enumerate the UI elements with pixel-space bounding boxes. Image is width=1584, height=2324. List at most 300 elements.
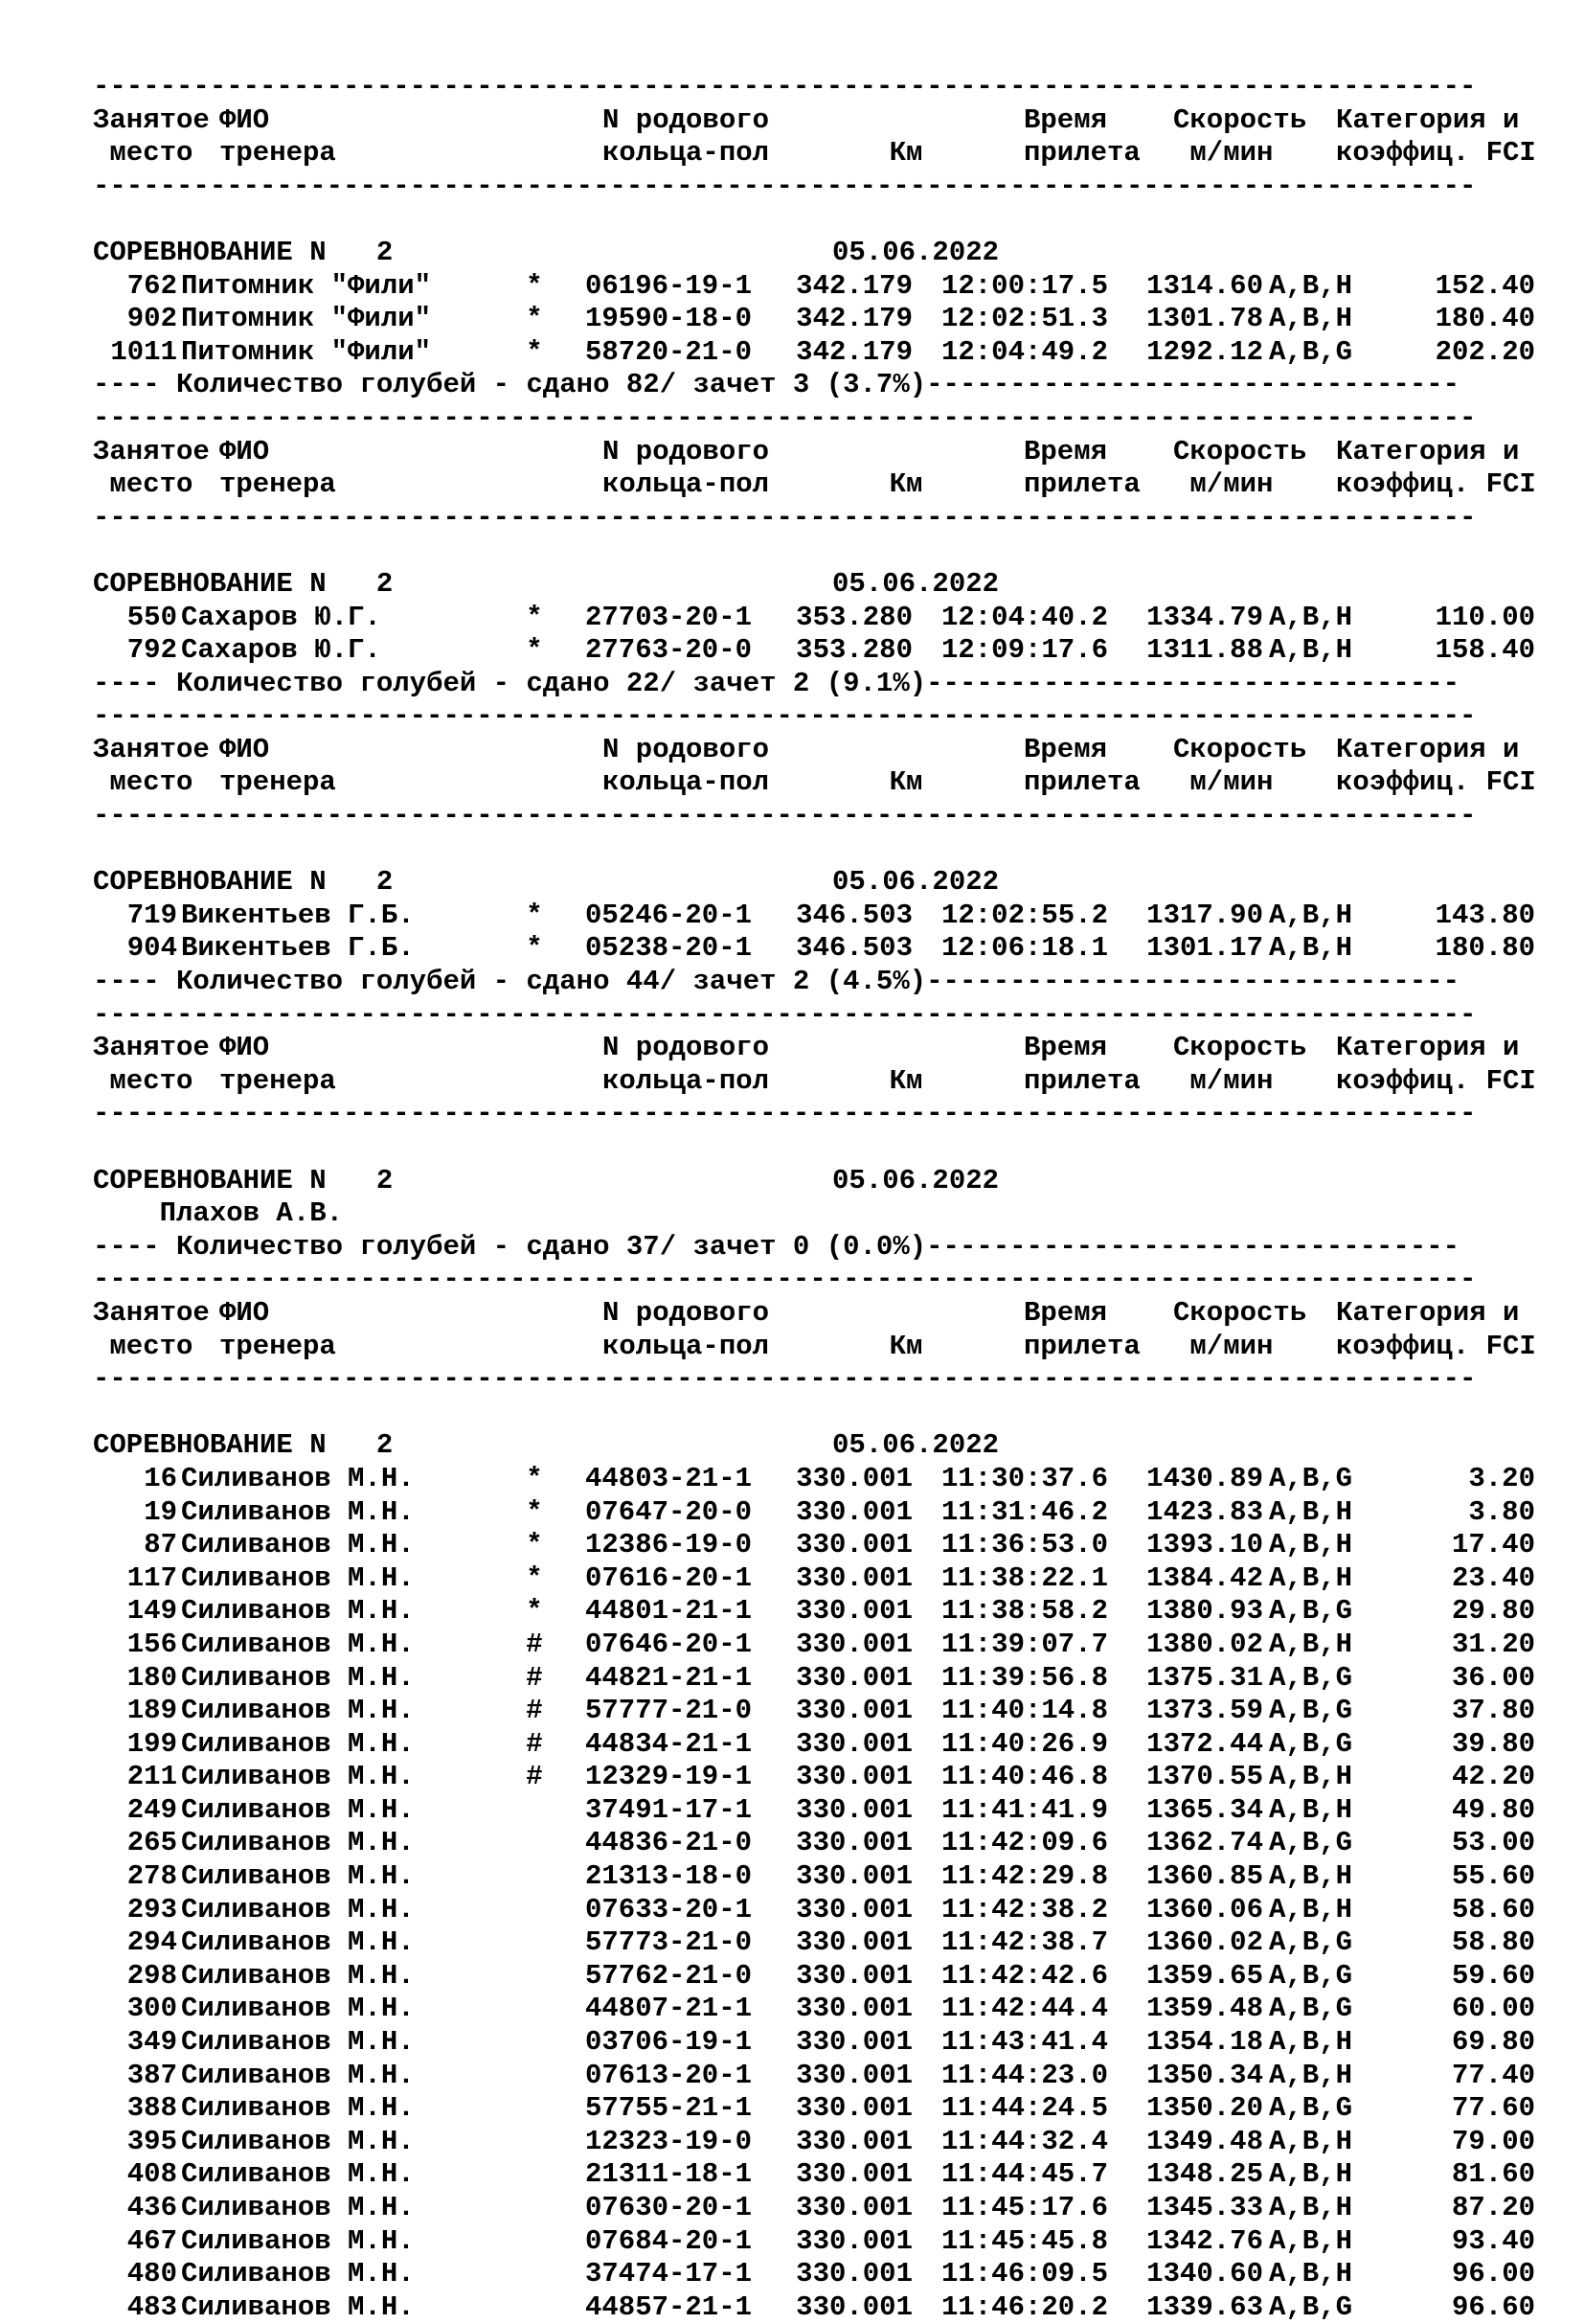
place: 265 bbox=[126, 1827, 177, 1859]
header-place: Занятое bbox=[93, 733, 210, 765]
distance-km: 330.001 bbox=[796, 2258, 913, 2290]
header-name: ФИО bbox=[219, 435, 270, 467]
mark: # bbox=[526, 1661, 543, 1694]
header-time: Время bbox=[1024, 1032, 1108, 1064]
speed: 1334.79 bbox=[1146, 601, 1263, 633]
result-row bbox=[93, 1463, 1539, 1496]
header-ring: N родового bbox=[602, 1296, 770, 1329]
fci-coefficient: 110.00 bbox=[1435, 601, 1535, 633]
arrival-time: 11:39:07.7 bbox=[940, 1628, 1108, 1660]
trainer-name: Силиванов М.Н. bbox=[181, 1628, 415, 1660]
header-time: Время bbox=[1024, 103, 1108, 136]
header-ring: N родового bbox=[602, 103, 770, 136]
separator-line: ----------------------------------------------------------------------------------- bbox=[93, 1098, 1477, 1130]
ring-number: 44836-21-0 bbox=[584, 1827, 753, 1859]
ring-number: 44821-21-1 bbox=[584, 1661, 753, 1694]
result-row bbox=[93, 1894, 1539, 1927]
trainer-name: Силиванов М.Н. bbox=[181, 2092, 415, 2125]
distance-km: 346.503 bbox=[796, 899, 913, 931]
competition-line bbox=[93, 866, 1539, 900]
distance-km: 342.179 bbox=[796, 303, 913, 335]
speed: 1393.10 bbox=[1146, 1529, 1263, 1561]
header-name: ФИО bbox=[219, 733, 270, 765]
result-row bbox=[93, 1695, 1539, 1728]
result-row bbox=[93, 634, 1539, 668]
place: 408 bbox=[126, 2158, 177, 2191]
trainer-name: Силиванов М.Н. bbox=[181, 1761, 415, 1793]
result-row bbox=[93, 336, 1539, 370]
distance-km: 353.280 bbox=[796, 634, 913, 667]
speed: 1349.48 bbox=[1146, 2125, 1263, 2157]
distance-km: 330.001 bbox=[796, 1926, 913, 1959]
speed: 1373.59 bbox=[1146, 1695, 1263, 1727]
trainer-name: Викентьев Г.Б. bbox=[181, 899, 415, 931]
header-coef: коэффиц. FCI bbox=[1336, 468, 1536, 501]
arrival-time: 11:38:58.2 bbox=[940, 1595, 1108, 1628]
arrival-time: 11:45:17.6 bbox=[940, 2192, 1108, 2223]
trainer-name: Силиванов М.Н. bbox=[181, 2290, 415, 2323]
header-ring-2: кольца-пол bbox=[602, 1330, 770, 1362]
category: A,B,H bbox=[1269, 2224, 1353, 2257]
ring-number: 07646-20-1 bbox=[584, 1628, 753, 1660]
header-category: Категория и bbox=[1336, 1032, 1520, 1064]
speed: 1311.88 bbox=[1146, 634, 1263, 667]
trainer-name: Сахаров Ю.Г. bbox=[181, 601, 381, 633]
category: A,B,G bbox=[1269, 2092, 1353, 2125]
separator-line: ----------------------------------------------------------------------------------- bbox=[93, 1363, 1477, 1396]
result-row bbox=[93, 2158, 1539, 2192]
speed: 1340.60 bbox=[1146, 2258, 1263, 2290]
separator-line: ----------------------------------------------------------------------------------- bbox=[93, 700, 1477, 733]
distance-km: 330.001 bbox=[796, 2192, 913, 2223]
result-row bbox=[93, 2225, 1539, 2259]
fci-coefficient: 202.20 bbox=[1435, 335, 1535, 368]
header-speed: Скорость bbox=[1173, 1296, 1307, 1329]
speed: 1380.02 bbox=[1146, 1628, 1263, 1660]
separator-line: ----------------------------------------------------------------------------------- bbox=[93, 501, 1477, 534]
mark: * bbox=[526, 1561, 543, 1594]
result-row bbox=[93, 1595, 1539, 1629]
speed: 1314.60 bbox=[1146, 269, 1263, 302]
category: A,B,H bbox=[1269, 634, 1353, 667]
header-speed: Скорость bbox=[1173, 733, 1307, 765]
fci-coefficient: 37.80 bbox=[1451, 1695, 1535, 1727]
ring-number: 07633-20-1 bbox=[584, 1893, 753, 1925]
speed: 1360.06 bbox=[1146, 1893, 1263, 1925]
fci-coefficient: 36.00 bbox=[1451, 1661, 1535, 1694]
distance-km: 330.001 bbox=[796, 1793, 913, 1826]
place: 87 bbox=[144, 1529, 177, 1561]
category: A,B,G bbox=[1269, 1827, 1353, 1859]
header-ring-2: кольца-пол bbox=[602, 468, 770, 501]
distance-km: 330.001 bbox=[796, 1462, 913, 1494]
result-row bbox=[93, 900, 1539, 933]
place: 211 bbox=[126, 1761, 177, 1793]
header-ring-2: кольца-пол bbox=[602, 766, 770, 799]
header-time: Время bbox=[1024, 733, 1108, 765]
fci-coefficient: 180.40 bbox=[1435, 303, 1535, 335]
trainer-name: Силиванов М.Н. bbox=[181, 1661, 415, 1694]
arrival-time: 11:36:53.0 bbox=[940, 1529, 1108, 1561]
arrival-time: 11:40:46.8 bbox=[940, 1761, 1108, 1793]
header-row-1 bbox=[93, 104, 1539, 138]
speed: 1380.93 bbox=[1146, 1595, 1263, 1628]
result-row bbox=[93, 1993, 1539, 2026]
distance-km: 342.179 bbox=[796, 335, 913, 368]
results-sheet bbox=[93, 71, 1539, 2324]
arrival-time: 12:06:18.1 bbox=[940, 932, 1108, 965]
trainer-name: Силиванов М.Н. bbox=[181, 1462, 415, 1494]
ring-number: 12386-19-0 bbox=[584, 1529, 753, 1561]
header-km: Км bbox=[823, 137, 923, 170]
place: 904 bbox=[126, 932, 177, 965]
ring-number: 44857-21-1 bbox=[584, 2290, 753, 2323]
distance-km: 330.001 bbox=[796, 1727, 913, 1760]
place: 395 bbox=[126, 2125, 177, 2157]
place: 792 bbox=[126, 634, 177, 667]
arrival-time: 11:41:41.9 bbox=[940, 1793, 1108, 1826]
category: A,B,H bbox=[1269, 2059, 1353, 2091]
trainer-name: Плахов А.В. bbox=[93, 1197, 344, 1230]
place: 294 bbox=[126, 1926, 177, 1959]
result-row bbox=[93, 1728, 1539, 1762]
fci-coefficient: 23.40 bbox=[1451, 1561, 1535, 1594]
ring-number: 21313-18-0 bbox=[584, 1860, 753, 1893]
ring-number: 27703-20-1 bbox=[584, 601, 753, 633]
distance-km: 330.001 bbox=[796, 1959, 913, 1992]
separator-line: ----------------------------------------------------------------------------------- bbox=[93, 1264, 1477, 1296]
trainer-name: Силиванов М.Н. bbox=[181, 2059, 415, 2091]
separator-line: ----------------------------------------------------------------------------------- bbox=[93, 998, 1477, 1031]
place: 550 bbox=[126, 601, 177, 633]
speed: 1342.76 bbox=[1146, 2224, 1263, 2257]
speed: 1370.55 bbox=[1146, 1761, 1263, 1793]
mark: # bbox=[526, 1628, 543, 1660]
ring-number: 12329-19-1 bbox=[584, 1761, 753, 1793]
header-km: Км bbox=[823, 1330, 923, 1362]
category: A,B,G bbox=[1269, 1993, 1353, 2025]
mark: # bbox=[526, 1727, 543, 1760]
trainer-name: Силиванов М.Н. bbox=[181, 1827, 415, 1859]
result-row bbox=[93, 1926, 1539, 1960]
header-name-2: тренера bbox=[219, 1064, 336, 1097]
header-speed-2: м/мин bbox=[1173, 1064, 1274, 1097]
header-coef: коэффиц. FCI bbox=[1336, 137, 1536, 170]
header-speed-2: м/мин bbox=[1173, 1330, 1274, 1362]
blank-line bbox=[93, 203, 1539, 237]
result-row bbox=[93, 1860, 1539, 1894]
result-row bbox=[93, 2291, 1539, 2324]
distance-km: 330.001 bbox=[796, 2059, 913, 2091]
trainer-name: Силиванов М.Н. bbox=[181, 2125, 415, 2157]
fci-coefficient: 143.80 bbox=[1435, 899, 1535, 931]
header-category: Категория и bbox=[1336, 733, 1520, 765]
trainer-name: Силиванов М.Н. bbox=[181, 1727, 415, 1760]
header-coef: коэффиц. FCI bbox=[1336, 766, 1536, 799]
place: 117 bbox=[126, 1561, 177, 1594]
arrival-time: 11:46:20.2 bbox=[940, 2290, 1108, 2323]
arrival-time: 12:09:17.6 bbox=[940, 634, 1108, 667]
header-name: ФИО bbox=[219, 1032, 270, 1064]
ring-number: 57755-21-1 bbox=[584, 2092, 753, 2125]
header-name-2: тренера bbox=[219, 137, 336, 170]
blank-line bbox=[93, 833, 1539, 867]
header-speed: Скорость bbox=[1173, 435, 1307, 467]
ring-number: 57777-21-0 bbox=[584, 1695, 753, 1727]
place: 762 bbox=[126, 269, 177, 302]
trainer-name: Силиванов М.Н. bbox=[181, 1561, 415, 1594]
summary-line: ---- Количество голубей - сдано 82/ зачет 3 (3.7%)-------------------------------- bbox=[93, 369, 1460, 401]
header-row-1 bbox=[93, 1297, 1539, 1331]
mark: # bbox=[526, 1695, 543, 1727]
speed: 1339.63 bbox=[1146, 2290, 1263, 2323]
summary-line: ---- Количество голубей - сдано 22/ зачет 2 (9.1%)-------------------------------- bbox=[93, 667, 1460, 699]
header-ring: N родового bbox=[602, 733, 770, 765]
trainer-name: Силиванов М.Н. bbox=[181, 1793, 415, 1826]
result-row bbox=[93, 2060, 1539, 2093]
fci-coefficient: 158.40 bbox=[1435, 634, 1535, 667]
fci-coefficient: 17.40 bbox=[1451, 1529, 1535, 1561]
mark: * bbox=[526, 634, 543, 667]
header-ring-2: кольца-пол bbox=[602, 1064, 770, 1097]
mark: # bbox=[526, 1761, 543, 1793]
distance-km: 330.001 bbox=[796, 2158, 913, 2191]
distance-km: 330.001 bbox=[796, 2224, 913, 2257]
arrival-time: 11:39:56.8 bbox=[940, 1661, 1108, 1694]
header-place: Занятое bbox=[93, 1296, 210, 1329]
header-place-2: место bbox=[93, 1330, 193, 1362]
distance-km: 346.503 bbox=[796, 932, 913, 965]
arrival-time: 11:42:38.2 bbox=[940, 1893, 1108, 1925]
trainer-name: Силиванов М.Н. bbox=[181, 1529, 415, 1561]
arrival-time: 11:43:41.4 bbox=[940, 2026, 1108, 2059]
header-ring-2: кольца-пол bbox=[602, 137, 770, 170]
distance-km: 330.001 bbox=[796, 2092, 913, 2125]
result-row bbox=[93, 270, 1539, 304]
ring-number: 03706-19-1 bbox=[584, 2026, 753, 2059]
fci-coefficient: 69.80 bbox=[1451, 2026, 1535, 2059]
speed: 1365.34 bbox=[1146, 1793, 1263, 1826]
speed: 1430.89 bbox=[1146, 1462, 1263, 1494]
header-speed: Скорость bbox=[1173, 103, 1307, 136]
competition-date: 05.06.2022 bbox=[832, 236, 1000, 268]
category: A,B,H bbox=[1269, 2258, 1353, 2290]
mark: * bbox=[526, 899, 543, 931]
header-row-2 bbox=[93, 468, 1539, 502]
place: 349 bbox=[126, 2026, 177, 2059]
place: 902 bbox=[126, 303, 177, 335]
separator-line: ----------------------------------------------------------------------------------- bbox=[93, 800, 1477, 832]
fci-coefficient: 58.60 bbox=[1451, 1893, 1535, 1925]
ring-number: 37474-17-1 bbox=[584, 2258, 753, 2290]
header-row-2 bbox=[93, 1331, 1539, 1364]
category: A,B,G bbox=[1269, 1661, 1353, 1694]
header-category: Категория и bbox=[1336, 103, 1520, 136]
category: A,B,H bbox=[1269, 2158, 1353, 2191]
ring-number: 12323-19-0 bbox=[584, 2125, 753, 2157]
speed: 1423.83 bbox=[1146, 1495, 1263, 1528]
arrival-time: 11:44:45.7 bbox=[940, 2158, 1108, 2191]
distance-km: 330.001 bbox=[796, 1761, 913, 1793]
ring-number: 27763-20-0 bbox=[584, 634, 753, 667]
arrival-time: 11:42:42.6 bbox=[940, 1959, 1108, 1992]
place: 249 bbox=[126, 1793, 177, 1826]
distance-km: 330.001 bbox=[796, 1695, 913, 1727]
blank-line bbox=[93, 1131, 1539, 1165]
header-time-2: прилета bbox=[1024, 1064, 1141, 1097]
trainer-name: Питомник "Фили" bbox=[181, 269, 432, 302]
header-ring: N родового bbox=[602, 435, 770, 467]
trainer-name: Силиванов М.Н. bbox=[181, 1926, 415, 1959]
place: 387 bbox=[126, 2059, 177, 2091]
trainer-name: Викентьев Г.Б. bbox=[181, 932, 415, 965]
distance-km: 330.001 bbox=[796, 1529, 913, 1561]
summary-line: ---- Количество голубей - сдано 44/ зачет 2 (4.5%)-------------------------------- bbox=[93, 966, 1460, 998]
competition-title: СОРЕВНОВАНИЕ N 2 bbox=[93, 567, 394, 600]
speed: 1301.78 bbox=[1146, 303, 1263, 335]
speed: 1359.48 bbox=[1146, 1993, 1263, 2025]
header-category: Категория и bbox=[1336, 1296, 1520, 1329]
trainer-name: Силиванов М.Н. bbox=[181, 1495, 415, 1528]
header-km: Км bbox=[823, 766, 923, 799]
header-coef: коэффиц. FCI bbox=[1336, 1330, 1536, 1362]
ring-number: 07616-20-1 bbox=[584, 1561, 753, 1594]
competition-line bbox=[93, 237, 1539, 270]
place: 300 bbox=[126, 1993, 177, 2025]
place: 483 bbox=[126, 2290, 177, 2323]
competition-line bbox=[93, 1429, 1539, 1463]
speed: 1372.44 bbox=[1146, 1727, 1263, 1760]
result-row bbox=[93, 1529, 1539, 1562]
category: A,B,H bbox=[1269, 1893, 1353, 1925]
category: A,B,H bbox=[1269, 1561, 1353, 1594]
competition-date: 05.06.2022 bbox=[832, 866, 1000, 899]
fci-coefficient: 55.60 bbox=[1451, 1860, 1535, 1893]
arrival-time: 11:38:22.1 bbox=[940, 1561, 1108, 1594]
competition-title: СОРЕВНОВАНИЕ N 2 bbox=[93, 1429, 394, 1462]
competition-line bbox=[93, 1165, 1539, 1198]
trainer-name: Силиванов М.Н. bbox=[181, 1959, 415, 1992]
ring-number: 21311-18-1 bbox=[584, 2158, 753, 2191]
header-name: ФИО bbox=[219, 1296, 270, 1329]
result-row bbox=[93, 1562, 1539, 1596]
ring-number: 06196-19-1 bbox=[584, 269, 753, 302]
fci-coefficient: 3.80 bbox=[1468, 1495, 1535, 1528]
place: 19 bbox=[144, 1495, 177, 1528]
speed: 1350.20 bbox=[1146, 2092, 1263, 2125]
place: 293 bbox=[126, 1893, 177, 1925]
fci-coefficient: 3.20 bbox=[1468, 1462, 1535, 1494]
speed: 1384.42 bbox=[1146, 1561, 1263, 1594]
fci-coefficient: 77.40 bbox=[1451, 2059, 1535, 2091]
competition-line bbox=[93, 568, 1539, 602]
result-row bbox=[93, 602, 1539, 635]
arrival-time: 11:44:23.0 bbox=[940, 2059, 1108, 2091]
arrival-time: 12:02:51.3 bbox=[940, 303, 1108, 335]
distance-km: 330.001 bbox=[796, 1993, 913, 2025]
header-speed-2: м/мин bbox=[1173, 137, 1274, 170]
speed: 1292.12 bbox=[1146, 335, 1263, 368]
trainer-name: Силиванов М.Н. bbox=[181, 1993, 415, 2025]
header-place-2: место bbox=[93, 766, 193, 799]
place: 298 bbox=[126, 1959, 177, 1992]
distance-km: 330.001 bbox=[796, 1827, 913, 1859]
header-place: Занятое bbox=[93, 103, 210, 136]
category: A,B,H bbox=[1269, 1793, 1353, 1826]
place: 1011 bbox=[110, 335, 177, 368]
result-row bbox=[93, 1827, 1539, 1860]
distance-km: 330.001 bbox=[796, 1628, 913, 1660]
speed: 1375.31 bbox=[1146, 1661, 1263, 1694]
arrival-time: 11:40:26.9 bbox=[940, 1727, 1108, 1760]
ring-number: 57762-21-0 bbox=[584, 1959, 753, 1992]
result-row bbox=[93, 303, 1539, 336]
ring-number: 19590-18-0 bbox=[584, 303, 753, 335]
place: 199 bbox=[126, 1727, 177, 1760]
result-row bbox=[93, 2192, 1539, 2225]
arrival-time: 11:44:24.5 bbox=[940, 2092, 1108, 2125]
fci-coefficient: 42.20 bbox=[1451, 1761, 1535, 1793]
distance-km: 353.280 bbox=[796, 601, 913, 633]
header-time: Время bbox=[1024, 435, 1108, 467]
header-place: Занятое bbox=[93, 1032, 210, 1064]
header-time-2: прилета bbox=[1024, 766, 1141, 799]
trainer-name: Питомник "Фили" bbox=[181, 335, 432, 368]
mark: * bbox=[526, 1462, 543, 1494]
competition-date: 05.06.2022 bbox=[832, 1429, 1000, 1462]
ring-number: 44803-21-1 bbox=[584, 1462, 753, 1494]
header-row-2 bbox=[93, 1065, 1539, 1099]
result-row bbox=[93, 1629, 1539, 1662]
ring-number: 05246-20-1 bbox=[584, 899, 753, 931]
header-time-2: прилета bbox=[1024, 468, 1141, 501]
arrival-time: 11:42:29.8 bbox=[940, 1860, 1108, 1893]
header-row-2 bbox=[93, 766, 1539, 800]
header-time: Время bbox=[1024, 1296, 1108, 1329]
competition-title: СОРЕВНОВАНИЕ N 2 bbox=[93, 236, 394, 268]
header-place-2: место bbox=[93, 137, 193, 170]
category: A,B,G bbox=[1269, 335, 1353, 368]
fci-coefficient: 81.60 bbox=[1451, 2158, 1535, 2191]
result-row bbox=[93, 1761, 1539, 1794]
arrival-time: 11:45:45.8 bbox=[940, 2224, 1108, 2257]
speed: 1350.34 bbox=[1146, 2059, 1263, 2091]
category: A,B,H bbox=[1269, 2125, 1353, 2157]
category: A,B,H bbox=[1269, 1628, 1353, 1660]
arrival-time: 11:46:09.5 bbox=[940, 2258, 1108, 2290]
fci-coefficient: 58.80 bbox=[1451, 1926, 1535, 1959]
speed: 1360.85 bbox=[1146, 1860, 1263, 1893]
arrival-time: 12:02:55.2 bbox=[940, 899, 1108, 931]
result-row bbox=[93, 1794, 1539, 1828]
distance-km: 330.001 bbox=[796, 1561, 913, 1594]
place: 467 bbox=[126, 2224, 177, 2257]
ring-number: 07613-20-1 bbox=[584, 2059, 753, 2091]
fci-coefficient: 96.00 bbox=[1451, 2258, 1535, 2290]
ring-number: 57773-21-0 bbox=[584, 1926, 753, 1959]
speed: 1359.65 bbox=[1146, 1959, 1263, 1992]
ring-number: 58720-21-0 bbox=[584, 335, 753, 368]
separator-line: ----------------------------------------------------------------------------------- bbox=[93, 71, 1477, 103]
competition-title: СОРЕВНОВАНИЕ N 2 bbox=[93, 1164, 394, 1196]
trainer-name: Силиванов М.Н. bbox=[181, 1595, 415, 1628]
ring-number: 07684-20-1 bbox=[584, 2224, 753, 2257]
mark: * bbox=[526, 601, 543, 633]
place: 16 bbox=[144, 1462, 177, 1494]
arrival-time: 12:04:40.2 bbox=[940, 601, 1108, 633]
result-row bbox=[93, 2026, 1539, 2060]
place: 388 bbox=[126, 2092, 177, 2125]
